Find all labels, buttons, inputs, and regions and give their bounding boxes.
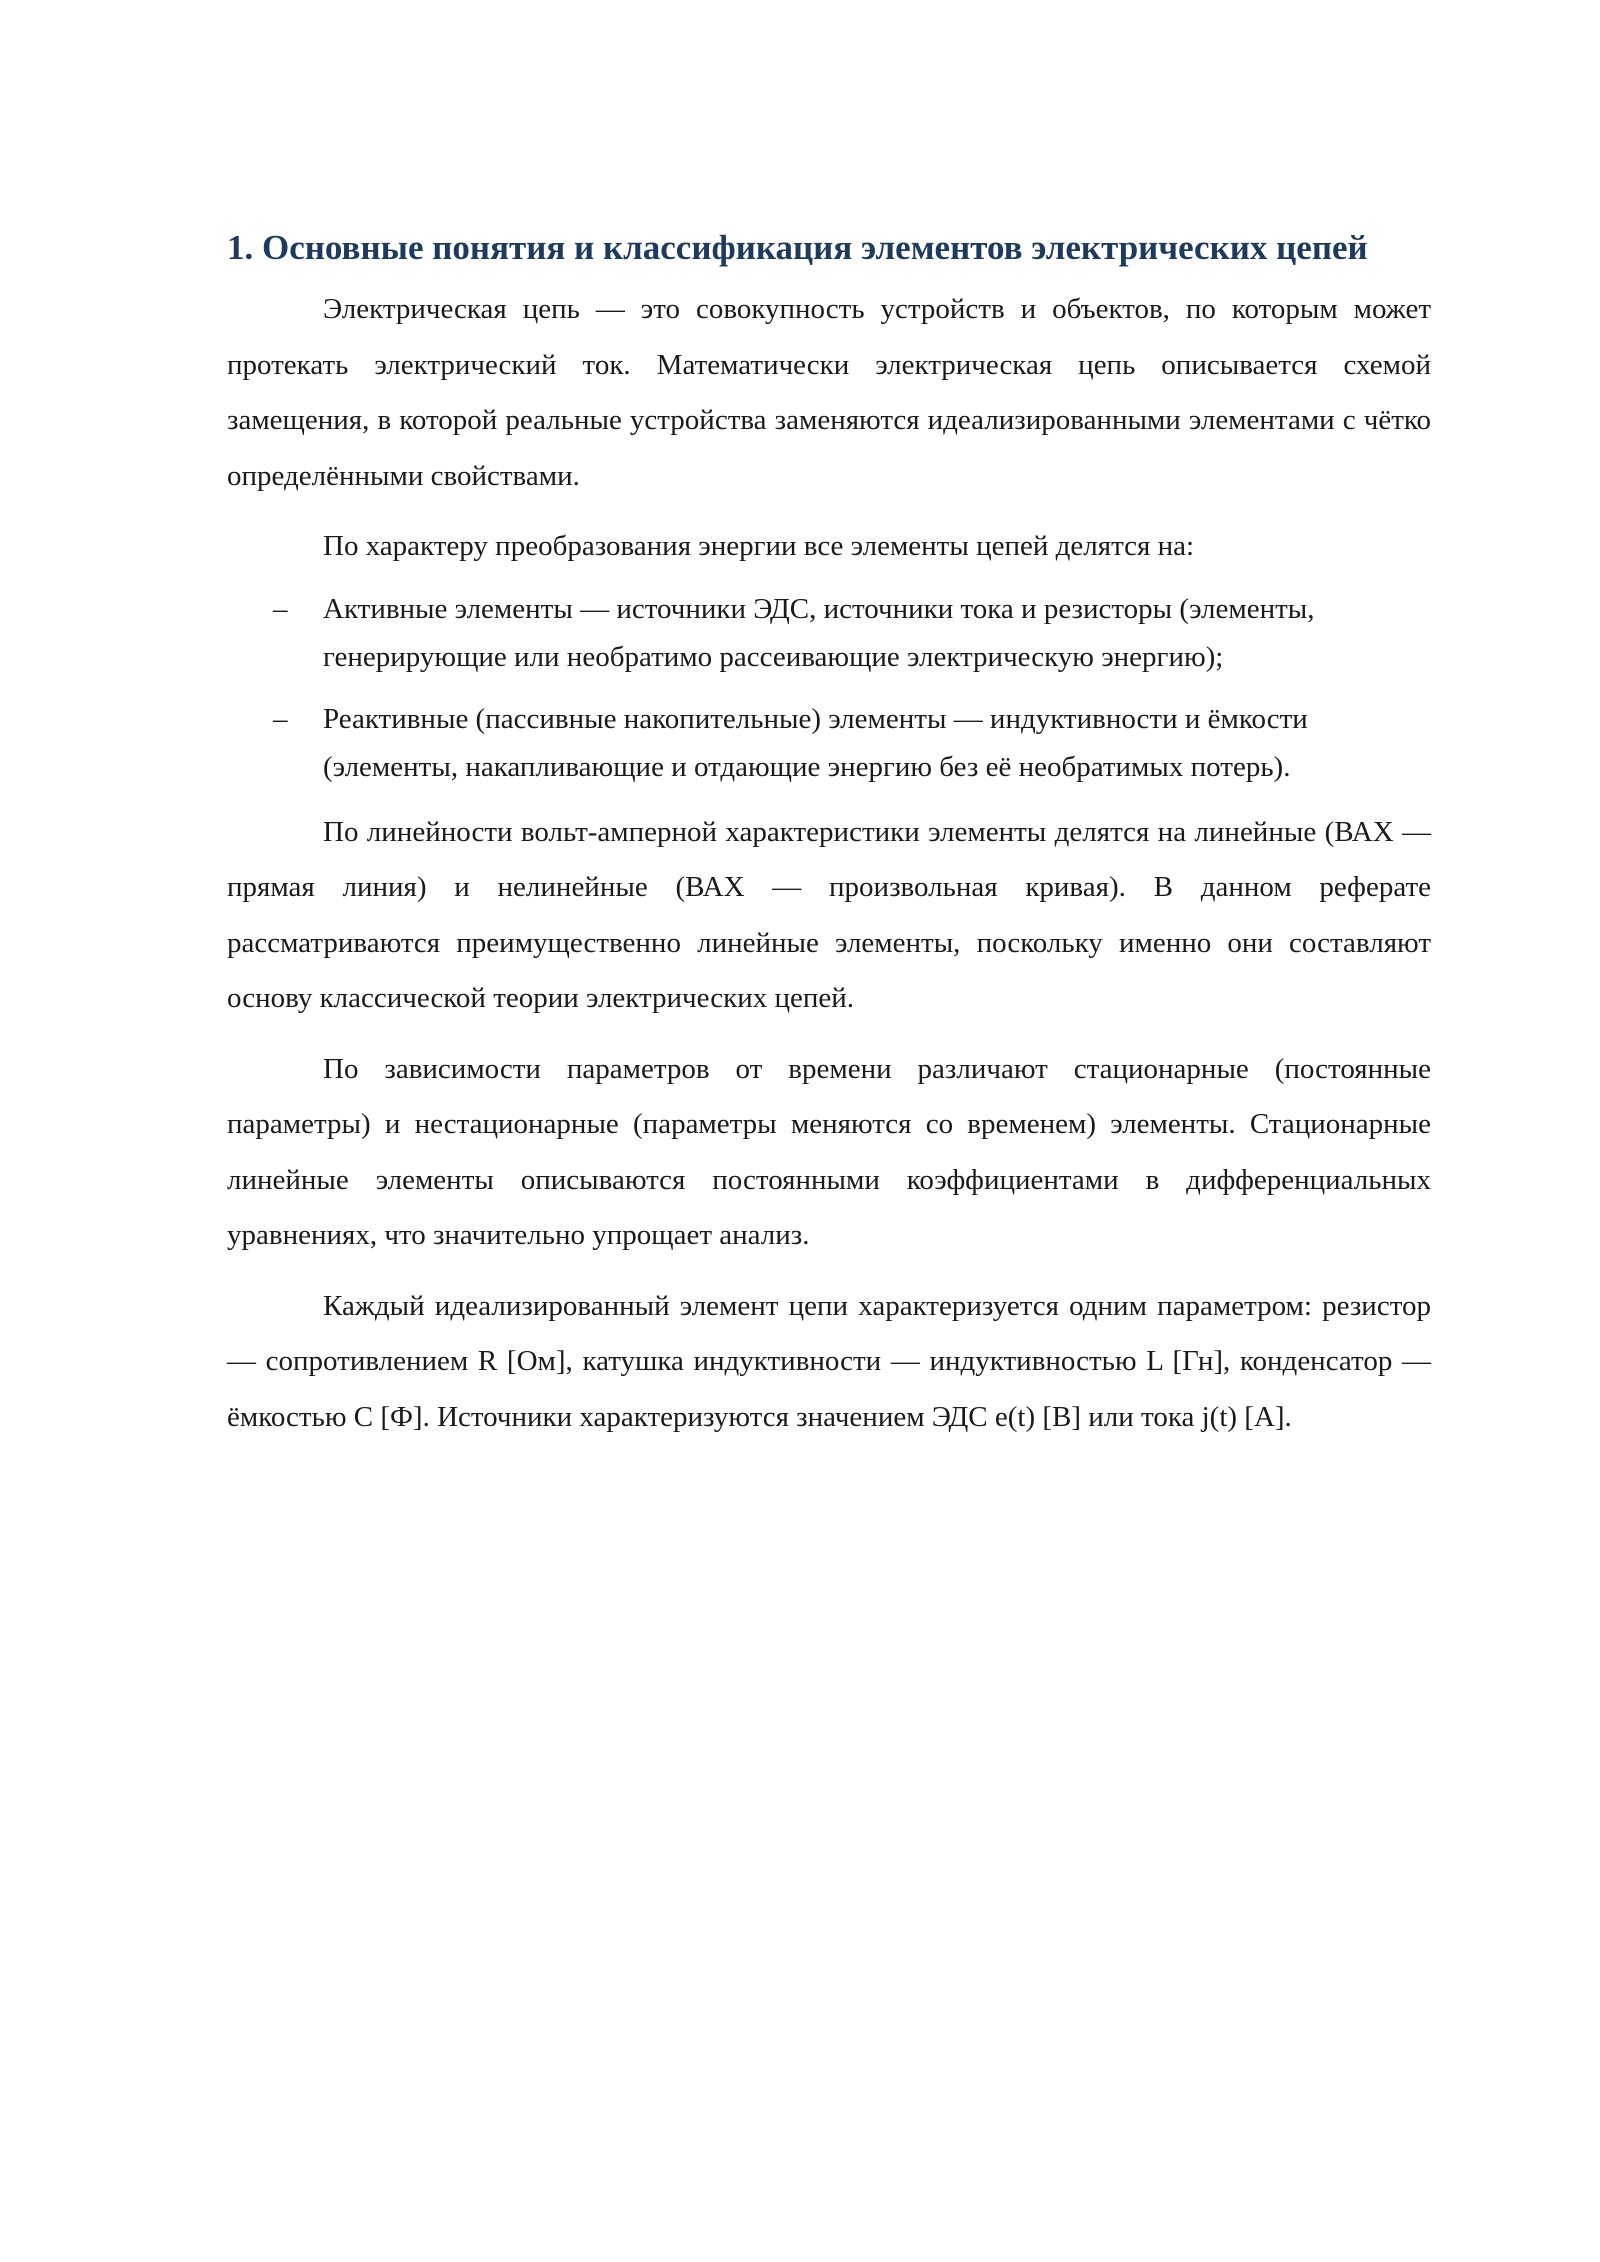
paragraph-energy-classification: По характеру преобразования энергии все элементы цепей делятся на: bbox=[323, 530, 1195, 562]
paragraph-time-dependence: По зависимости параметров от времени различают стационарные (постоянные параметры) и нестационарные (параметры меняются со временем) элементы. Стационарные линейные элементы описываются постоянными коэффициентами в дифференциальных уравнениях, что значительно упрощает анализ. bbox=[227, 1052, 1431, 1251]
section-heading: 1. Основные понятия и классификация элементов электрических цепей bbox=[227, 228, 1368, 267]
list-item bbox=[227, 695, 1431, 791]
paragraph-element-parameters: Каждый идеализированный элемент цепи характеризуется одним параметром: резистор — сопротивлением R [Ом], катушка индуктивности — индуктивностью L [Гн], конденсатор — ёмкостью C [Ф]. Источники характеризуются значением ЭДС e(t) [В] или тока j(t) [А]. bbox=[227, 1289, 1431, 1433]
list-dash-marker: – bbox=[273, 702, 288, 735]
paragraph-linearity: По линейности вольт-амперной характеристики элементы делятся на линейные (ВАХ — прямая линия) и нелинейные (ВАХ — произвольная кривая). В данном реферате рассматриваются преимущественно линейные элементы, поскольку именно они составляют основу классической теории электрических цепей. bbox=[227, 815, 1431, 1014]
list-item bbox=[227, 585, 1431, 681]
document-body bbox=[227, 226, 1431, 1460]
list-item-active-elements: Активные элементы — источники ЭДС, источники тока и резисторы (элементы, генерирующие или необратимо рассеивающие электрическую энергию); bbox=[323, 592, 1315, 673]
list-item-reactive-elements: Реактивные (пассивные накопительные) элементы — индуктивности и ёмкости (элементы, накапливающие и отдающие энергию без её необратимых потерь). bbox=[323, 702, 1308, 783]
list-dash-marker: – bbox=[273, 592, 288, 625]
paragraph-definition: Электрическая цепь — это совокупность устройств и объектов, по которым может протекать электрический ток. Математически электрическая цепь описывается схемой замещения, в которой реальные устройства заменяются идеализированными элементами с чётко определёнными свойствами. bbox=[227, 293, 1431, 492]
element-type-list bbox=[227, 585, 1431, 791]
